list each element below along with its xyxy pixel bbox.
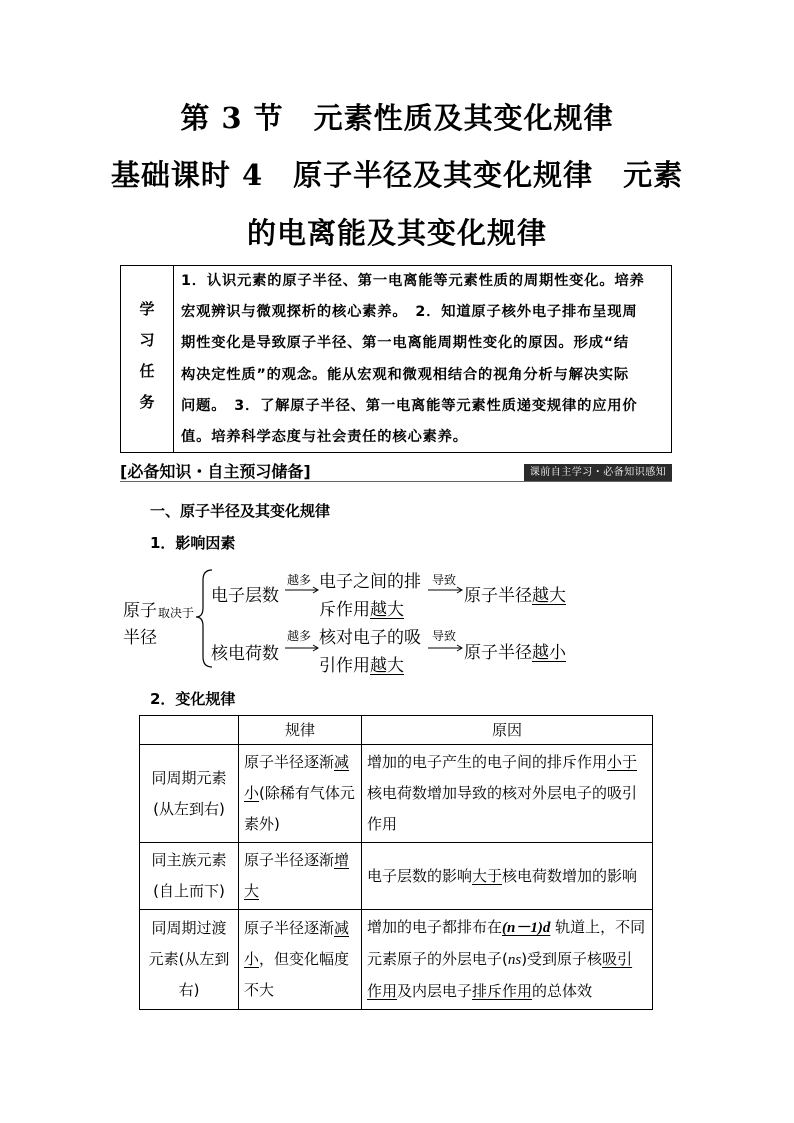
reason-text: 增加的电子都排布在: [367, 918, 503, 936]
diagram-effect-key: 越大: [370, 656, 404, 676]
reason-text: 电子层数的影响: [367, 866, 473, 885]
reason-text: 及内层电子: [397, 982, 473, 1000]
row-label-line: 同周期过渡: [151, 919, 227, 937]
reason-text: 轨道上，不同元素原子的外层电子(: [367, 918, 646, 968]
table-reason-cell: [362, 843, 653, 910]
rule-key: 增大: [244, 851, 350, 900]
reason-key: 大于: [472, 866, 503, 885]
diagram-factor: 核电荷数: [211, 644, 279, 664]
diagram-more-label: 越多: [287, 573, 312, 587]
diagram-effect-text: 引作用: [319, 656, 370, 676]
table-row-label: [140, 745, 239, 843]
rule-key: 减小: [244, 753, 350, 802]
rule-text: 原子半径逐渐: [244, 851, 335, 869]
rule-text: 原子半径逐渐: [244, 919, 335, 937]
row-label-line: 元素(从左到: [148, 950, 230, 968]
lesson-title-line1: 基础课时 4 原子半径及其变化规律 元素: [110, 158, 684, 192]
knowledge-banner-tag: 课前自主学习・必备知识感知: [524, 464, 672, 481]
objectives-label-char: 务: [139, 393, 155, 411]
subsection-heading: 1．影响因素: [150, 534, 236, 552]
row-label-line: (从左到右): [153, 799, 225, 818]
objectives-label-char: 任: [139, 362, 155, 380]
subsection-heading: 2．变化规律: [150, 690, 236, 708]
table-header-cell: 规律: [239, 716, 362, 745]
diagram-result-text: 原子半径: [464, 586, 532, 606]
table-row: [140, 745, 653, 843]
diagram-result-text: 原子半径: [464, 643, 532, 663]
objective-line: 宏观辨识与微观探析的核心素养。 2．知道原子核外电子排布呈现周: [181, 304, 638, 321]
objective-line: 值。培养科学态度与社会责任的核心素养。: [181, 429, 468, 446]
objectives-label-char: 学: [139, 300, 155, 318]
row-label-line: (自上而下): [153, 882, 225, 900]
table-header-cell: 原因: [362, 716, 653, 745]
table-row-label: [140, 910, 239, 1010]
diagram-effect: 核对电子的吸: [319, 628, 421, 648]
reason-text: 核电荷数增加导致的核对外层电子的吸引作用: [367, 784, 638, 833]
table-rule-cell: [239, 843, 362, 910]
table-row: [140, 910, 653, 1010]
table-reason-cell: [362, 910, 653, 1010]
table-row-label: [140, 843, 239, 910]
table-rule-cell: [239, 745, 362, 843]
diagram-factor: 电子层数: [211, 586, 279, 606]
reason-key: 吸引作用: [367, 950, 633, 1000]
objective-line: 1．认识元素的原子半径、第一电离能等元素性质的周期性变化。培养: [181, 273, 645, 289]
rule-text: 原子半径逐渐: [244, 753, 335, 771]
diagram-result-key: 越大: [532, 586, 566, 606]
reason-key: 排斥作用: [472, 982, 533, 1000]
rule-text: (除稀有气体元素外): [244, 784, 355, 833]
diagram-more-label: 越多: [287, 629, 312, 643]
diagram-result-key: 越小: [532, 643, 566, 663]
rule-text: ，但变化幅度不大: [244, 950, 350, 999]
objective-line: 构决定性质”的观念。能从宏观和微观相结合的视角分析与解决实际: [181, 366, 630, 383]
diagram-effect-key: 越大: [370, 600, 404, 620]
table-row: [140, 843, 653, 910]
diagram-root: 原子: [123, 601, 157, 621]
reason-text: 增加的电子产生的电子间的排斥作用: [367, 753, 608, 771]
row-label-line: 同主族元素: [151, 851, 227, 869]
table-reason-cell: [362, 745, 653, 843]
variation-rules-table: [139, 715, 653, 1010]
table-header-cell: [140, 716, 239, 745]
reason-text: )受到原子核: [521, 950, 603, 968]
objective-line: 问题。 3．了解原子半径、第一电离能等元素性质递变规律的应用价: [181, 397, 638, 414]
diagram-root: 半径: [123, 628, 157, 648]
diagram-effect: [319, 651, 404, 676]
reason-orbital: (n－1)d: [502, 920, 551, 936]
lesson-title-line2: 的电离能及其变化规律: [246, 216, 547, 250]
diagram-lead-label: 导致: [432, 629, 457, 643]
reason-text: 核电荷数增加的影响: [502, 866, 638, 885]
diagram-effect: [319, 595, 404, 620]
diagram-effect-text: 斥作用: [319, 600, 370, 620]
reason-text: 的总体效: [532, 982, 593, 1000]
diagram-depends-label: 取决于: [158, 606, 195, 620]
diagram-lead-label: 导致: [432, 573, 457, 587]
table-rule-cell: [239, 910, 362, 1010]
section-heading: 一、原子半径及其变化规律: [150, 502, 331, 520]
reason-ns: ns: [507, 952, 522, 968]
objective-line: 期性变化是导致原子半径、第一电离能周期性变化的原因。形成“结: [181, 335, 630, 352]
row-label-line: 同周期元素: [151, 768, 227, 787]
objectives-label-char: 习: [139, 331, 155, 349]
table-header-row: [140, 716, 653, 745]
rule-key: 减小: [244, 919, 350, 968]
diagram-effect: 电子之间的排: [319, 572, 421, 592]
reason-key: 小于: [607, 753, 638, 771]
knowledge-banner-title: [必备知识・自主预习储备]: [120, 462, 311, 481]
diagram-result: [464, 581, 566, 606]
section-title: 第 3 节 元素性质及其变化规律: [180, 101, 614, 135]
row-label-line: 右): [178, 981, 200, 999]
diagram-result: [464, 638, 566, 663]
